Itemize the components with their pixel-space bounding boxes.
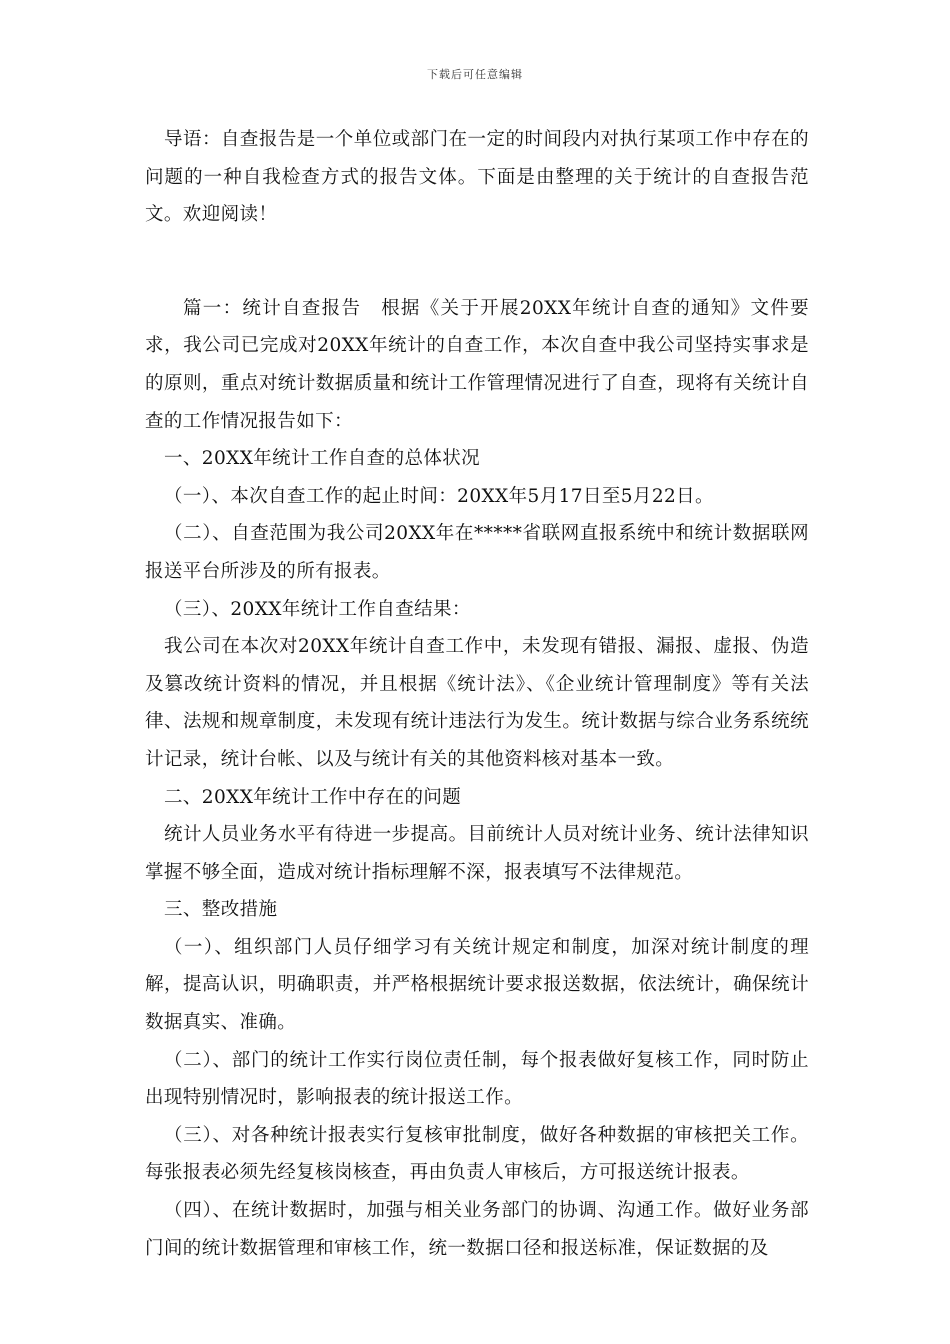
heading-problems: 二、20XX年统计工作中存在的问题 (164, 786, 462, 808)
page-header: 下载后可任意编辑 (427, 68, 523, 81)
intro-paragraph: 导语：自查报告是一个单位或部门在一定的时间段内对执行某项工作中存在的问题的一种自我检查方式的报告文体。下面是由整理的关于统计的自查报告范文。欢迎阅读！ (145, 129, 809, 226)
document-body (145, 121, 809, 1267)
measure-two: （二）、部门的统计工作实行岗位责任制，每个报表做好复核工作，同时防止出现特别情况时，影响报表的统计报送工作。 (145, 1049, 809, 1109)
measure-one: （一）、组织部门人员仔细学习有关统计规定和制度，加深对统计制度的理解，提高认识，明确职责，并严格根据统计要求报送数据，依法统计，确保统计数据真实、准确。 (145, 936, 809, 1034)
results-paragraph: 我公司在本次对20XX年统计自查工作中，未发现有错报、漏报、虚报、伪造及篡改统计资料的情况，并且根据《统计法》、《企业统计管理制度》等有关法律、法规和规章制度，未发现有统计违法行为发生。统计数据与综合业务系统统计记录，统计台帐、以及与统计有关的其他资料核对基本一致。 (145, 636, 809, 770)
heading-overview: 一、20XX年统计工作自查的总体状况 (164, 448, 481, 470)
section-one-paragraph: 篇一：统计自查报告 根据《关于开展20XX年统计自查的通知》文件要求，我公司已完成对20XX年统计的自查工作，本次自查中我公司坚持实事求是的原则，重点对统计数据质量和统计工作管理情况进行了自查，现将有关统计自查的工作情况报告如下： (145, 297, 809, 432)
heading-measures: 三、整改措施 (164, 899, 278, 921)
measure-four: （四）、在统计数据时，加强与相关业务部门的协调、沟通工作。做好业务部门间的统计数据管理和审核工作，统一数据口径和报送标准，保证数据的及 (145, 1200, 809, 1259)
paragraph-spacer (145, 234, 809, 290)
measure-three: （三）、对各种统计报表实行复核审批制度，做好各种数据的审核把关工作。每张报表必须先经复核岗核查，再由负责人审核后，方可报送统计报表。 (145, 1124, 809, 1184)
problems-paragraph: 统计人员业务水平有待进一步提高。目前统计人员对统计业务、统计法律知识掌握不够全面，造成对统计指标理解不深，报表填写不法律规范。 (145, 824, 809, 883)
item-scope: （二）、自查范围为我公司20XX年在*****省联网直报系统中和统计数据联网报送平台所涉及的所有报表。 (145, 523, 809, 582)
item-period: （一）、本次自查工作的起止时间：20XX年5月17日至5月22日。 (164, 485, 714, 507)
item-results-heading: （三）、20XX年统计工作自查结果： (164, 598, 471, 620)
